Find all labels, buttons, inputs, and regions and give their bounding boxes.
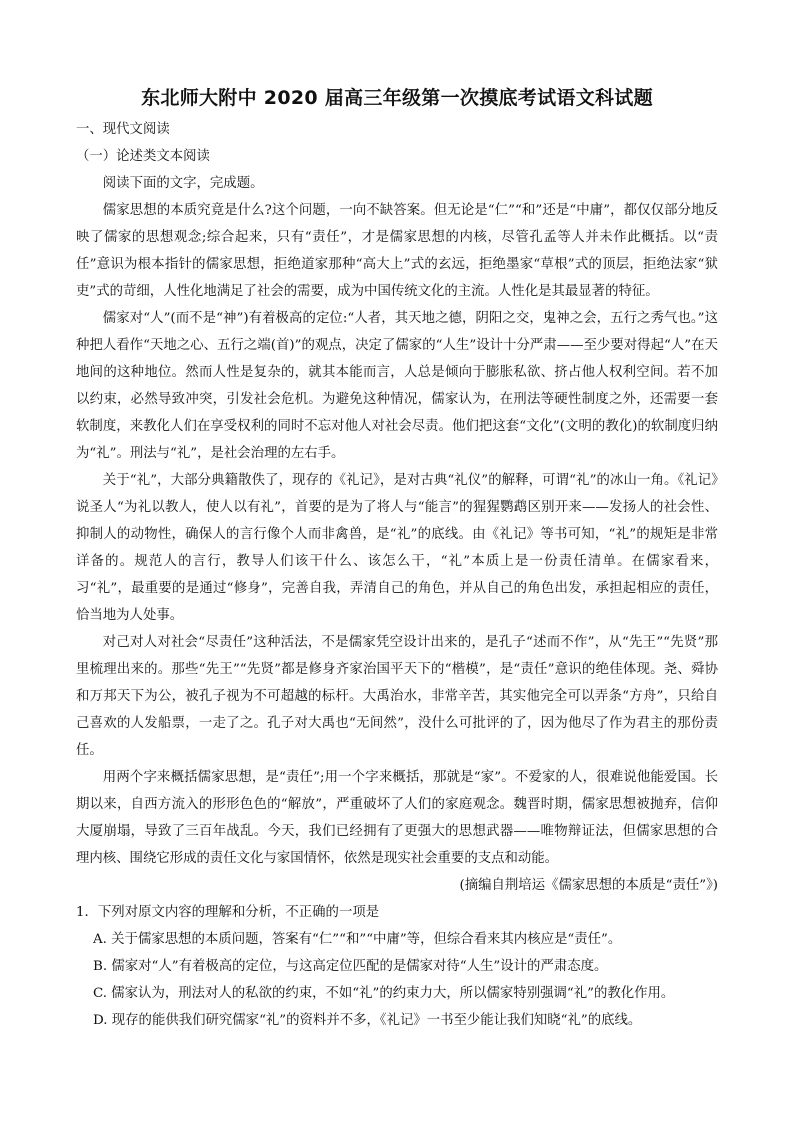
passage-paragraph-3: 关于“礼”，大部分典籍散佚了，现存的《礼记》，是对古典“礼仪”的解释，可谓“礼”的冰山一角。《礼记》说圣人“为礼以教人，使人以有礼”，首要的是为了将人与“能言”的猩猩鹦鹉区别开来——发扬人的社会性、抑制人的动物性，确保人的言行像个人而非禽兽，是“礼”的底线。由《礼记》等书可知，“礼”的规矩是非常详备的。规范人的言行，教导人们该干什么、该怎么干，“礼”本质上是一份责任清单。在儒家看来，习“礼”，最重要的是通过“修身”，完善自我，弄清自己的角色，并从自己的角色出发，承担起相应的责任，恰当地为人处事。 xyxy=(76,473,718,623)
question-option-a: A. 关于儒家思想的本质问题，答案有“仁”“和”“中庸”等，但综合看来其内核应是“责任”。 xyxy=(93,932,622,947)
section-heading: 一、现代文阅读 xyxy=(76,122,170,137)
question-stem: 1．下列对原文内容的理解和分析，不正确的一项是 xyxy=(76,905,380,920)
question-option-b: B. 儒家对“人”有着极高的定位，与这高定位匹配的是儒家对待“人生”设计的严肃态度。 xyxy=(93,959,608,974)
passage-paragraph-4: 对己对人对社会“尽责任”这种活法，不是儒家凭空设计出来的，是孔子“述而不作”，从“先王”“先贤”那里梳理出来的。那些“先王”“先贤”都是修身齐家治国平天下的“楷模”，是“责任”意识的绝佳体现。尧、舜协和万邦天下为公，被孔子视为不可超越的标杆。大禹治水，非常辛苦，其实他完全可以弄条“方舟”，只给自己喜欢的人发船票，一走了之。孔子对大禹也“无间然”，没什么可批评的了，因为他尽了作为君主的那份责任。 xyxy=(76,635,718,758)
subsection-heading: （一）论述类文本阅读 xyxy=(76,149,210,164)
passage-paragraph-2: 儒家对“人”(而不是“神”)有着极高的定位:“人者，其天地之德，阴阳之交，鬼神之会，五行之秀气也。”这种把人看作“天地之心、五行之端(首)”的观点，决定了儒家的“人生”设计十分严肃——至少要对得起“人”在天地间的这种地位。然而人性是复杂的，就其本能而言，人总是倾向于膨胀私欲、挤占他人权利空间。若不加以约束，必然导致冲突，引发社会危机。为避免这种情况，儒家认为，在刑法等硬性制度之外，还需要一套软制度，来教化人们在享受权利的同时不忘对他人对社会尽责。他们把这套“文化”(文明的教化)的软制度归纳为“礼”。刑法与“礼”，是社会治理的左右手。 xyxy=(76,311,718,461)
passage-source: (摘编自荆培运《儒家思想的本质是“责任”》) xyxy=(459,878,718,893)
question-option-c: C. 儒家认为，刑法对人的私欲的约束，不如“礼”的约束力大，所以儒家特别强调“礼”的教化作用。 xyxy=(93,986,675,1001)
question-option-d: D. 现存的能供我们研究儒家“礼”的资料并不多，《礼记》一书至少能让我们知晓“礼”的底线。 xyxy=(93,1013,642,1028)
passage-paragraph-1: 儒家思想的本质究竟是什么?这个问题，一向不缺答案。但无论是“仁”“和”还是“中庸”，都仅仅部分地反映了儒家的思想观念;综合起来，只有“责任”，才是儒家思想的内核，尽管孔孟等人并未作此概括。以“责任”意识为根本指针的儒家思想，拒绝道家那种“高大上”式的玄远，拒绝墨家“草根”式的顶层，拒绝法家“狱吏”式的苛细，人性化地满足了社会的需要，成为中国传统文化的主流。人性化是其最显著的特征。 xyxy=(76,203,718,299)
passage-paragraph-5: 用两个字来概括儒家思想，是“责任”;用一个字来概括，那就是“家”。不爱家的人，很难说他能爱国。长期以来，自西方流入的形形色色的“解放”，严重破坏了人们的家庭观念。魏晋时期，儒家思想被抛弃，信仰大厦崩塌，导致了三百年战乱。今天，我们已经拥有了更强大的思想武器——唯物辩证法，但儒家思想的合理内核、围绕它形成的责任文化与家国情怀，依然是现实社会重要的支点和动能。 xyxy=(76,770,718,866)
reading-instruction: 阅读下面的文字，完成题。 xyxy=(102,176,264,191)
exam-title: 东北师大附中 2020 届高三年级第一次摸底考试语文科试题 xyxy=(141,87,653,109)
